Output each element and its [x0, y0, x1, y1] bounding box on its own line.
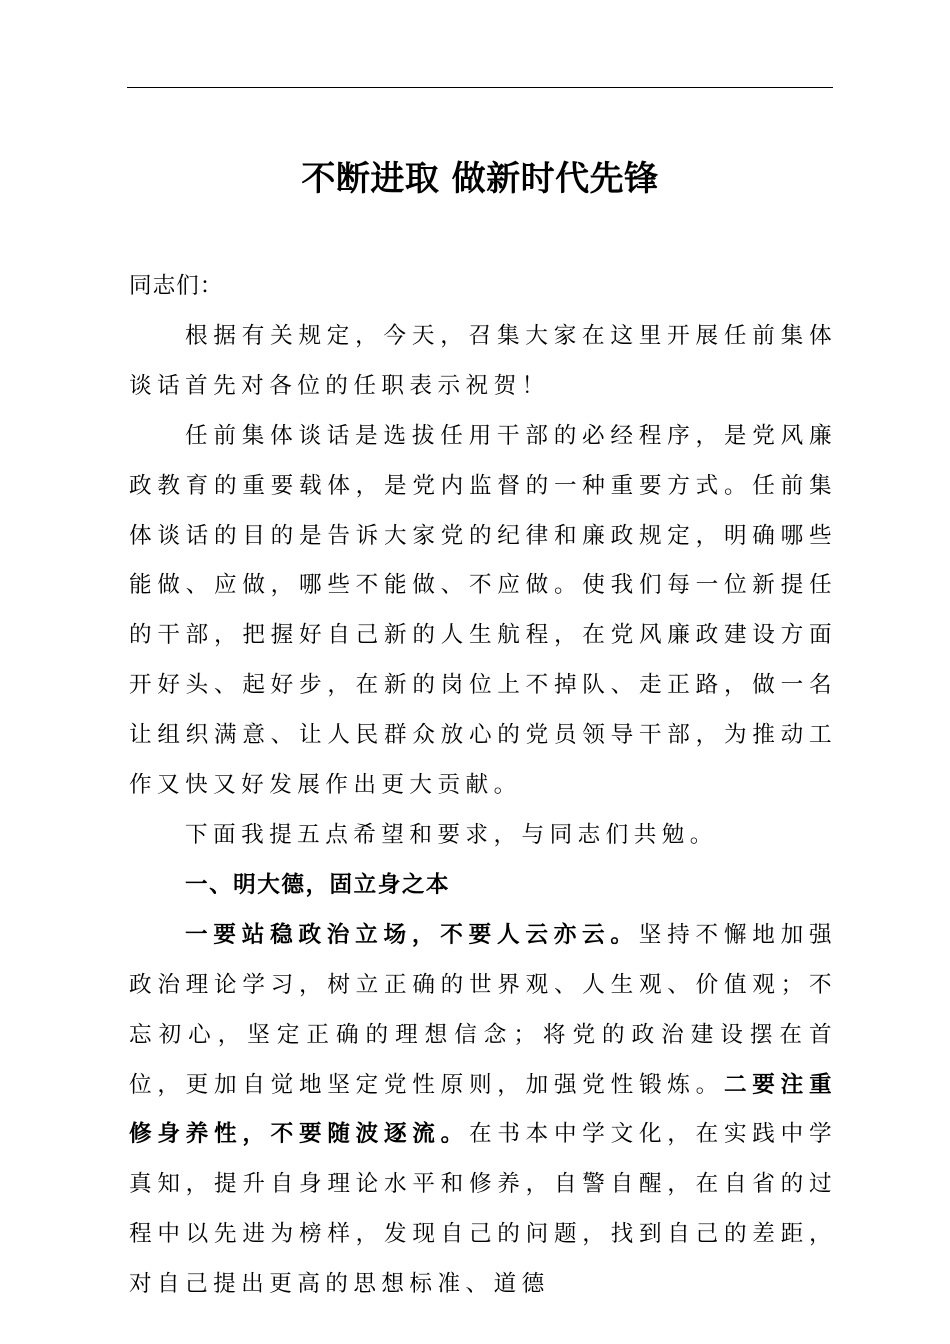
- paragraph-section-one: [129, 911, 837, 1310]
- section-one-text-two: 在书本中学文化，在实践中学真知，提升自身理论水平和修养，自警自醒，在自省的过程中以先进为榜样，发现自己的问题，找到自己的差距，对自己提出更高的思想标准、道德: [129, 1121, 837, 1298]
- header-rule: [127, 87, 833, 88]
- paragraph-intro-requirements: 下面我提五点希望和要求，与同志们共勉。: [185, 821, 718, 848]
- salutation: 同志们：: [129, 273, 224, 299]
- paragraph-opening: 根据有关规定，今天，召集大家在这里开展任前集体谈话首先对各位的任职表示祝贺！: [129, 322, 837, 399]
- paragraph-purpose: 任前集体谈话是选拔任用干部的必经程序，是党风廉政教育的重要载体，是党内监督的一种重要方式。任前集体谈话的目的是告诉大家党的纪律和廉政规定，明确哪些能做、应做，哪些不能做、不应做。使我们每一位新提任的干部，把握好自己新的人生航程，在党风廉政建设方面开好头、起好步，在新的岗位上不掉队、走正路，做一名让组织满意、让人民群众放心的党员领导干部，为推动工作又快又好发展作出更大贡献。: [129, 422, 837, 799]
- section-one-text-one: 坚持不懈地加强政治理论学习，树立正确的世界观、人生观、价值观；不忘初心，坚定正确的理想信念；将党的政治建设摆在首位，更加自觉地坚定党性原则，加强党性锻炼。: [129, 921, 837, 1098]
- lead-sentence-one: 一要站稳政治立场，不要人云亦云。: [185, 921, 639, 948]
- document-title: 不断进取 做新时代先锋: [301, 159, 659, 199]
- section-heading-one: 一、明大德，固立身之本: [185, 871, 451, 898]
- document-body: [129, 262, 837, 1310]
- lead-sentence-two: 二要注重修身养性，不要随波逐流。: [129, 1071, 837, 1148]
